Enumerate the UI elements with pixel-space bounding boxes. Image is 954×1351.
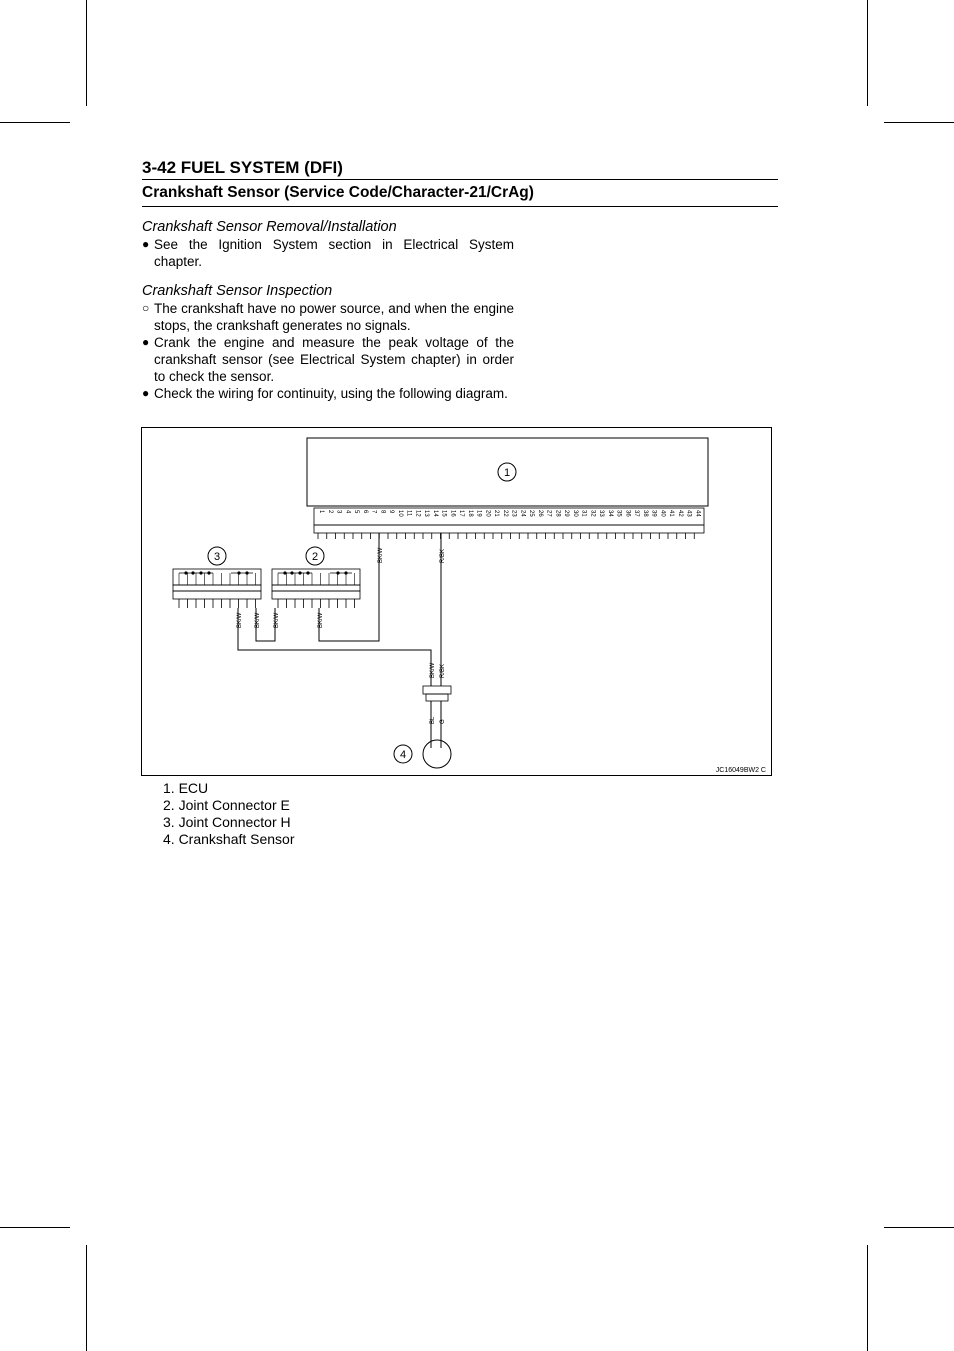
crop-mark xyxy=(0,1227,70,1228)
crankshaft-sensor xyxy=(423,740,451,768)
ecu-pin-number: 30 xyxy=(571,510,578,517)
list-item xyxy=(142,300,514,334)
junction-dot xyxy=(336,571,339,574)
ecu-pin-number: 43 xyxy=(685,510,692,517)
joint-connector-e xyxy=(272,569,360,608)
diagram-code: JC16049BW2 C xyxy=(715,767,766,774)
junction-dot xyxy=(306,571,309,574)
list-item-text: See the Ignition System section in Electrical System chapter. xyxy=(154,237,514,269)
list-item-text: Check the wiring for continuity, using the following diagram. xyxy=(154,386,508,401)
section-title: Crankshaft Sensor (Service Code/Character-21/CrAg) xyxy=(142,184,534,201)
ecu-pin-number: 38 xyxy=(641,510,648,517)
ecu-pin-number: 40 xyxy=(659,510,666,517)
crop-mark xyxy=(0,122,70,123)
ecu-pin-number: 8 xyxy=(379,510,386,514)
crop-mark xyxy=(884,1227,954,1228)
ecu-pin-number: 44 xyxy=(694,510,701,517)
junction-dot xyxy=(199,571,202,574)
page-title: 3-42 FUEL SYSTEM (DFI) xyxy=(142,158,343,177)
ecu-pin-number: 18 xyxy=(466,510,473,517)
callout-2-number: 2 xyxy=(311,551,319,563)
callout-1-number: 1 xyxy=(503,467,511,479)
ecu-pin-number: 24 xyxy=(519,510,526,517)
ecu-pin-number: 22 xyxy=(501,510,508,517)
callout-4 xyxy=(394,745,412,763)
divider xyxy=(142,206,778,207)
ecu-pin-number: 29 xyxy=(563,510,569,517)
removal-heading: Crankshaft Sensor Removal/Installation xyxy=(142,219,397,235)
ecu-pin-number: 10 xyxy=(396,510,403,517)
wire-label: BK/W xyxy=(255,612,261,628)
ecu-pin-number: 31 xyxy=(580,510,587,517)
bullet-icon: ● xyxy=(142,237,150,251)
page-header xyxy=(142,157,778,207)
divider xyxy=(142,179,778,180)
ecu-pin-number: 7 xyxy=(370,510,377,514)
callout-4-number: 4 xyxy=(399,749,407,761)
wire-label: BK/W xyxy=(318,612,324,628)
ecu-pin-number: 27 xyxy=(545,510,552,517)
wire-label: BL xyxy=(430,716,436,724)
ecu-pin-number: 37 xyxy=(633,510,639,517)
ecu-pin-number: 14 xyxy=(431,510,438,517)
wire-label: R/BK xyxy=(440,663,446,678)
crop-mark xyxy=(86,1245,87,1351)
crop-mark xyxy=(867,0,868,106)
callout-2 xyxy=(306,547,324,565)
ecu-pin-number: 35 xyxy=(615,510,622,517)
ecu-pin-number: 19 xyxy=(475,510,482,517)
wire-label: G xyxy=(440,719,446,724)
ecu-pin-number: 13 xyxy=(423,510,429,517)
ecu-pin-number: 1 xyxy=(318,510,324,514)
junction-dot xyxy=(237,571,240,574)
ecu-pin-number: 5 xyxy=(353,510,359,514)
ecu-pin-number: 39 xyxy=(650,510,657,517)
ecu-pin-number: 21 xyxy=(493,510,499,517)
list-item-text: The crankshaft have no power source, and when the engine stops, the crankshaft generates no signals. xyxy=(154,301,514,333)
ecu-pin-number: 12 xyxy=(414,510,421,517)
list-item xyxy=(142,334,514,385)
callout-1 xyxy=(498,463,516,481)
ecu-pin-number: 28 xyxy=(554,510,561,517)
crop-mark xyxy=(86,0,87,106)
ecu-pin-number: 4 xyxy=(344,510,351,514)
ecu-pin-number: 34 xyxy=(606,510,613,517)
bullet-icon: ● xyxy=(142,335,150,349)
legend-item: 3. Joint Connector H xyxy=(163,814,291,830)
wire-label: BK/W xyxy=(274,612,280,628)
wire-label: R/BK xyxy=(440,548,446,563)
bullet-icon: ● xyxy=(142,386,150,400)
ecu-pin-number: 15 xyxy=(440,510,447,517)
ecu-pin-number: 25 xyxy=(528,510,534,517)
circle-bullet-icon: ○ xyxy=(142,301,150,315)
legend-item: 1. ECU xyxy=(163,780,209,796)
joint-connector-h xyxy=(173,569,261,608)
ecu-pin-number: 3 xyxy=(335,510,342,514)
list-item xyxy=(142,236,514,270)
ecu-connector-base xyxy=(314,525,704,533)
ecu-pin-number: 11 xyxy=(405,510,412,517)
wiring-diagram xyxy=(141,427,772,776)
ecu-pin-number: 23 xyxy=(510,510,517,517)
legend-item: 4. Crankshaft Sensor xyxy=(163,831,295,847)
ecu-pin-number: 17 xyxy=(458,510,464,517)
ecu-pin-number: 42 xyxy=(676,510,683,517)
ecu-pin-number: 32 xyxy=(589,510,596,517)
sensor-connector xyxy=(423,686,451,701)
junction-dot xyxy=(191,571,194,574)
junction-dot xyxy=(290,571,293,574)
junction-dot xyxy=(298,571,301,574)
ecu-pin-number: 36 xyxy=(624,510,631,517)
ecu-pin-number: 6 xyxy=(361,510,368,514)
ecu-pin-number: 9 xyxy=(388,510,394,514)
list-item-text: Crank the engine and measure the peak voltage of the crankshaft sensor (see Electrical System chapter) in order to check the sensor. xyxy=(154,335,514,384)
crop-mark xyxy=(884,122,954,123)
junction-dot xyxy=(184,571,187,574)
legend-item: 2. Joint Connector E xyxy=(163,797,290,813)
callout-3 xyxy=(208,547,226,565)
wiring xyxy=(238,533,441,748)
junction-dot xyxy=(207,571,210,574)
ecu-pin-number: 2 xyxy=(326,510,333,514)
ecu-pin-number: 41 xyxy=(668,510,674,517)
ecu-pin-number: 26 xyxy=(536,510,543,517)
junction-dot xyxy=(283,571,286,574)
wire-label: BK/W xyxy=(378,547,384,563)
content-column xyxy=(142,218,514,402)
legend xyxy=(163,780,295,848)
ecu-pin-number: 16 xyxy=(449,510,456,517)
wire-label: BK/W xyxy=(237,612,243,628)
ecu-pin-number: 33 xyxy=(598,510,604,517)
list-item xyxy=(142,385,514,402)
wire-label: BK/W xyxy=(430,662,436,678)
crop-mark xyxy=(867,1245,868,1351)
inspection-heading: Crankshaft Sensor Inspection xyxy=(142,283,333,299)
callout-3-number: 3 xyxy=(213,551,221,563)
ecu-pin-number: 20 xyxy=(484,510,491,517)
